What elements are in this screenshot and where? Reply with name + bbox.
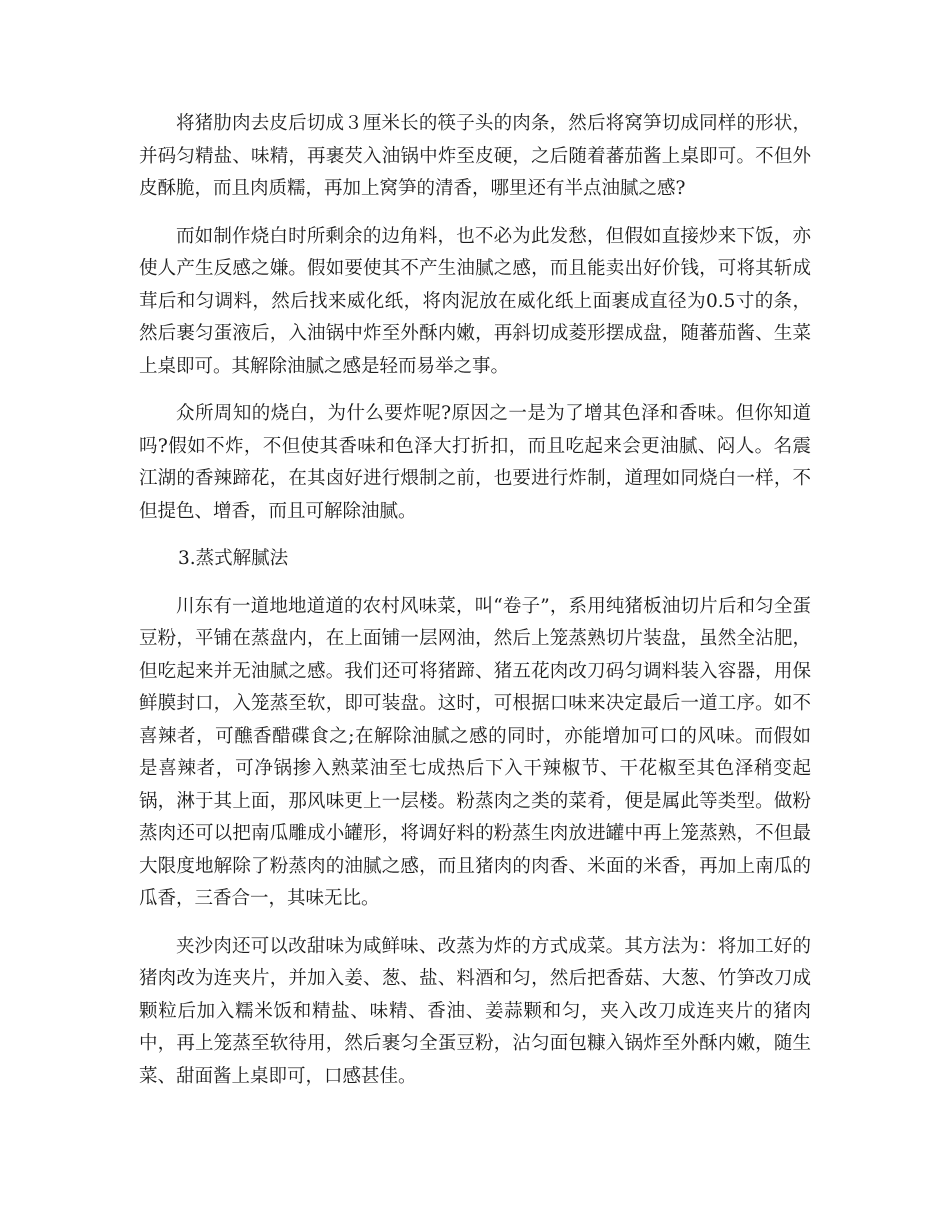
paragraph-why-fry-shaobai: 众所周知的烧白，为什么要炸呢?原因之一是为了增其色泽和香味。但你知道吗?假如不炸，不但使其香味和色泽大打折扣，而且吃起来会更油腻、闷人。名震江湖的香辣蹄花，在其卤好进行煨制之前，也要进行炸制，道理如同烧白一样，不但提色、增香，而且可解除油腻。	[139, 403, 811, 522]
section-heading: 3.蒸式解腻法	[178, 548, 289, 569]
paragraph-jiasha-pork: 夹沙肉还可以改甜味为咸鲜味、改蒸为炸的方式成菜。其方法为：将加工好的猪肉改为连夹片，并加入姜、葱、盐、料酒和匀，然后把香菇、大葱、竹笋改刀成颗粒后加入糯米饭和精盐、味精、香油、姜蒜颗和匀，夹入改刀成连夹片的猪肉中，再上笼蒸至软待用，然后裹匀全蛋豆粉，沾匀面包糠入锅炸至外酥内嫩，随生菜、甜面酱上桌即可，口感甚佳。	[139, 935, 811, 1087]
paragraph-steamed-method: 川东有一道地地道道的农村风味菜，叫“卷子”，系用纯猪板油切片后和匀全蛋豆粉，平铺在蒸盘内，在上面铺一层网油，然后上笼蒸熟切片装盘，虽然全沾肥，但吃起来并无油腻之感。我们还可将猪蹄、猪五花肉改刀码匀调料装入容器，用保鲜膜封口，入笼蒸至软，即可装盘。这时，可根据口味来决定最后一道工序。如不喜辣者，可醮香醋碟食之;在解除油腻之感的同时，亦能增加可口的风味。而假如是喜辣者，可净锅掺入熟菜油至七成热后下入干辣椒节、干花椒至其色泽稍变起锅，淋于其上面，那风味更上一层楼。粉蒸肉之类的菜肴，便是属此等类型。做粉蒸肉还可以把南瓜雕成小罐形，将调好料的粉蒸生肉放进罐中再上笼蒸熟，不但最大限度地解除了粉蒸肉的油腻之感，而且猪肉的肉香、米面的米香，再加上南瓜的瓜香，三香合一，其味无比。	[139, 595, 811, 909]
paragraph-leftover-trimmings: 而如制作烧白时所剩余的边角料，也不必为此发愁，但假如直接炒来下饭，亦使人产生反感之嫌。假如要使其不产生油腻之感，而且能卖出好价钱，可将其斩成茸后和匀调料，然后找来威化纸，将肉泥放在威化纸上面裹成直径为0.5寸的条，然后裹匀蛋液后，入油锅中炸至外酥内嫩，再斜切成菱形摆成盘，随蕃茄酱、生菜上桌即可。其解除油腻之感是轻而易举之事。	[139, 225, 811, 377]
paragraph-fried-pork-strips: 将猪肋肉去皮后切成３厘米长的筷子头的肉条，然后将窝笋切成同样的形状，并码匀精盐、味精，再裹芡入油锅中炸至皮硬，之后随着蕃茄酱上桌即可。不但外皮酥脆，而且肉质糯，再加上窝笋的清香，哪里还有半点油腻之感?	[139, 113, 811, 199]
document-body	[139, 108, 811, 1108]
